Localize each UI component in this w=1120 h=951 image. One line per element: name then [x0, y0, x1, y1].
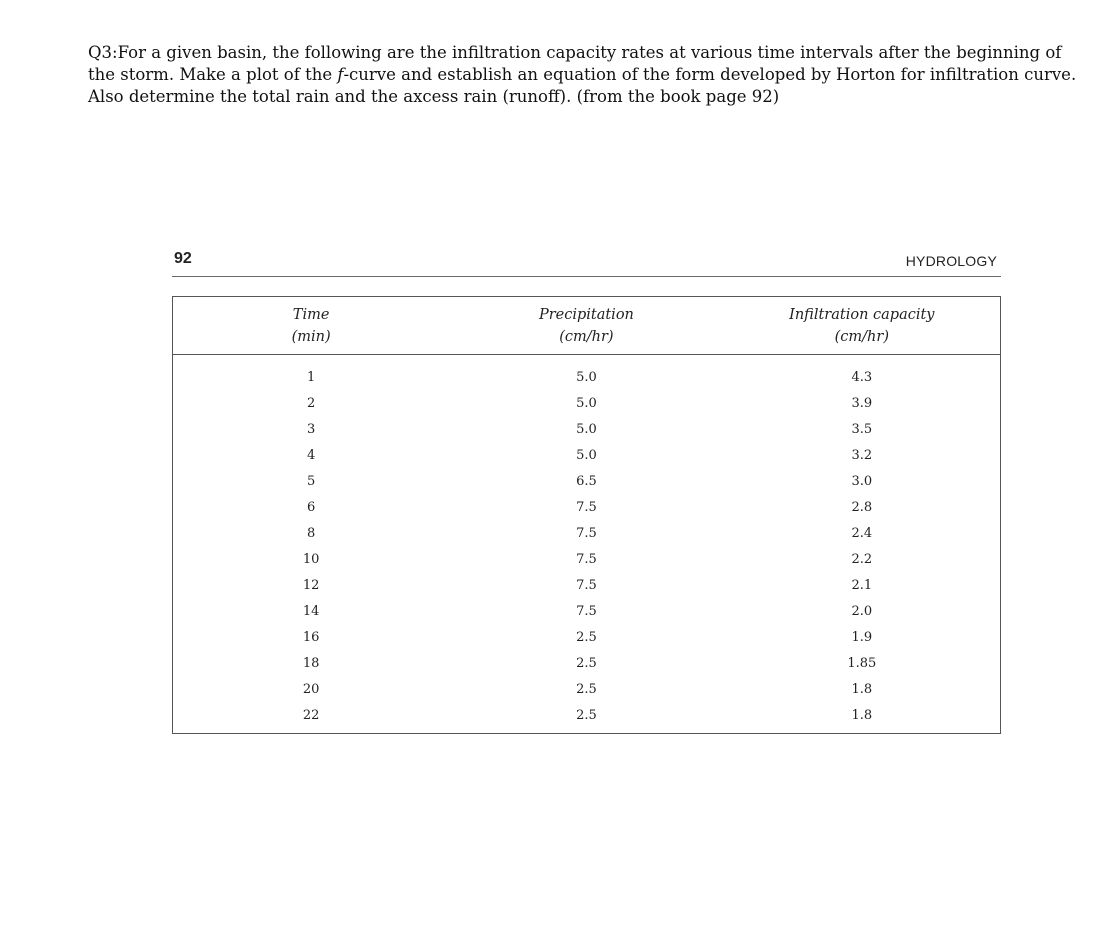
cell-precipitation: 5.0	[576, 369, 597, 385]
cell-infiltration: 2.2	[851, 551, 873, 567]
table-row	[173, 702, 1001, 734]
cell-precipitation: 5.0	[576, 395, 597, 411]
cell-infiltration: 2.8	[851, 499, 873, 515]
cell-time: 20	[302, 681, 320, 697]
column-header-unit: (cm/hr)	[559, 328, 614, 345]
cell-precipitation: 2.5	[576, 707, 597, 723]
table-row	[173, 355, 1001, 391]
cell-time: 22	[302, 707, 320, 723]
cell-infiltration: 2.0	[851, 603, 873, 619]
cell-precipitation: 2.5	[576, 681, 597, 697]
cell-time: 5	[306, 473, 316, 489]
table-row	[173, 416, 1001, 442]
column-header-infiltration	[724, 297, 1001, 355]
cell-precipitation: 7.5	[576, 551, 597, 567]
cell-infiltration: 1.85	[847, 655, 877, 671]
cell-time: 6	[306, 499, 316, 515]
cell-precipitation: 5.0	[576, 447, 597, 463]
cell-time: 3	[306, 421, 316, 437]
cell-time: 14	[302, 603, 320, 619]
table-body	[173, 355, 1001, 734]
table-row	[173, 494, 1001, 520]
cell-time: 10	[302, 551, 320, 567]
cell-time: 2	[306, 395, 316, 411]
infiltration-table	[172, 296, 1001, 734]
column-header-precipitation	[449, 297, 723, 355]
cell-precipitation: 7.5	[576, 603, 597, 619]
cell-precipitation: 5.0	[576, 421, 597, 437]
cell-infiltration: 3.9	[851, 395, 873, 411]
column-header-label: Infiltration capacity	[789, 306, 935, 323]
cell-infiltration: 1.8	[851, 681, 873, 697]
cell-infiltration: 2.4	[851, 525, 873, 541]
table-row	[173, 676, 1001, 702]
column-header-unit: (min)	[291, 328, 331, 345]
table-row	[173, 520, 1001, 546]
running-head: HYDROLOGY	[905, 253, 997, 269]
column-header-time	[173, 297, 450, 355]
question-part-2: -curve and establish an equation of the form developed by Horton for infiltration curve. Also determine the total rain and the axcess rain (runoff). (from the book page 92)	[88, 65, 1077, 106]
question-text	[88, 42, 1088, 108]
cell-time: 8	[306, 525, 316, 541]
column-header-label: Time	[292, 306, 330, 323]
table-row	[173, 468, 1001, 494]
table-row	[173, 624, 1001, 650]
cell-precipitation: 6.5	[576, 473, 597, 489]
cell-time: 4	[306, 447, 316, 463]
cell-infiltration: 3.5	[851, 421, 873, 437]
column-header-label: Precipitation	[538, 306, 634, 323]
cell-infiltration: 1.9	[851, 629, 873, 645]
cell-time: 16	[302, 629, 320, 645]
table-row	[173, 442, 1001, 468]
cell-infiltration: 3.2	[851, 447, 873, 463]
table-header-row	[173, 297, 1001, 355]
cell-time: 1	[306, 369, 316, 385]
cell-precipitation: 2.5	[576, 655, 597, 671]
question-part-1: Q3:For a given basin, the following are the infiltration capacity rates at various time intervals after the beginning of the storm. Make a plot of the	[88, 43, 1062, 84]
table-row	[173, 546, 1001, 572]
cell-precipitation: 7.5	[576, 577, 597, 593]
table-row	[173, 598, 1001, 624]
cell-time: 12	[302, 577, 320, 593]
table-row	[173, 650, 1001, 676]
table-row	[173, 390, 1001, 416]
page-number: 92	[174, 250, 192, 267]
cell-infiltration: 4.3	[851, 369, 873, 385]
cell-time: 18	[302, 655, 320, 671]
cell-precipitation: 7.5	[576, 499, 597, 515]
cell-precipitation: 7.5	[576, 525, 597, 541]
table-row	[173, 572, 1001, 598]
cell-infiltration: 3.0	[851, 473, 873, 489]
book-page-header	[172, 250, 1001, 277]
cell-infiltration: 1.8	[851, 707, 873, 723]
cell-precipitation: 2.5	[576, 629, 597, 645]
f-symbol: f	[337, 65, 344, 84]
column-header-unit: (cm/hr)	[834, 328, 889, 345]
cell-infiltration: 2.1	[851, 577, 873, 593]
